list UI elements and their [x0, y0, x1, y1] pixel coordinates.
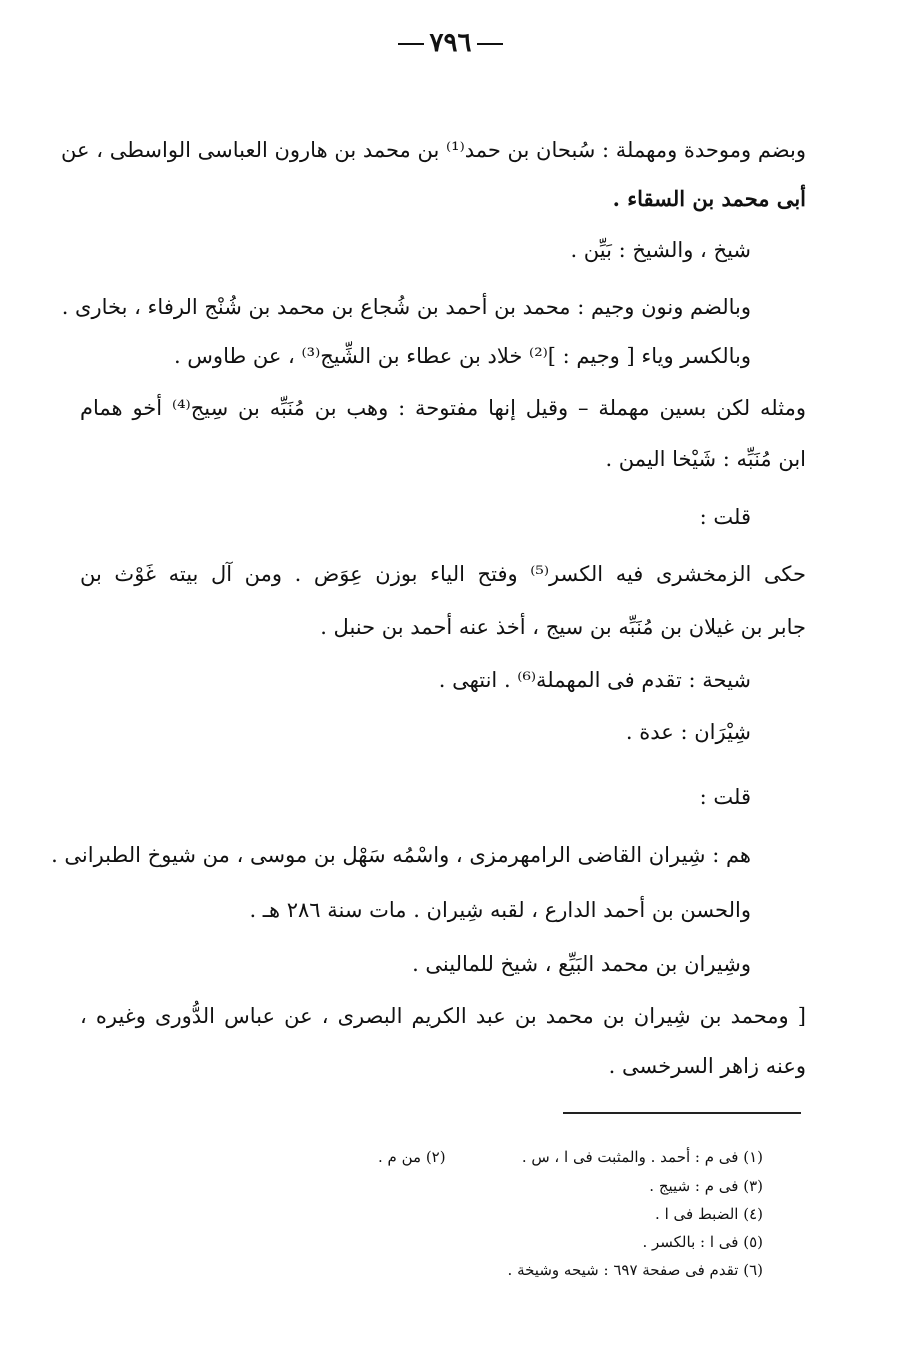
header-dash-left — [477, 43, 503, 45]
text-line-18: وعنه زاهر السرخسى . — [608, 1054, 806, 1078]
header-dash-right — [398, 43, 424, 45]
text-line-1: وبضم وموحدة ومهملة : سُبحان بن حمد⁽¹⁾ بن محمد بن هارون العباسى الواسطى ، عن — [61, 138, 806, 162]
text-line-14: هم : شِيران القاضى الرامهرمزى ، واسْمُه سَهْل بن موسى ، من شيوخ الطبرانى . — [51, 843, 751, 867]
text-line-2: أبى محمد بن السقاء . — [612, 186, 806, 211]
footnote-2: (٢) من م . — [378, 1148, 446, 1166]
footnote-separator — [563, 1112, 801, 1114]
text-line-11: شيحة : تقدم فى المهملة⁽⁶⁾ . انتهى . — [438, 668, 751, 692]
text-line-7: ابن مُنَبِّه : شَيْخا اليمن . — [605, 447, 806, 471]
text-line-16: وشِيران بن محمد البَيِّع ، شيخ للمالينى . — [412, 952, 751, 976]
text-line-6: ومثله لكن بسين مهملة – وقيل إنها مفتوحة : وهب بن مُنَبِّه بن سِيج⁽⁴⁾ أخو همام — [80, 396, 806, 420]
text-line-5: وبالكسر وياء [ وجيم : ]⁽²⁾ خلاد بن عطاء بن الشِّيج⁽³⁾ ، عن طاوس . — [173, 344, 751, 368]
text-line-8: قلت : — [699, 505, 751, 529]
footnote-6: (٦) تقدم فى صفحة ٦٩٧ : شيحه وشيخة . — [507, 1261, 763, 1279]
text-line-15: والحسن بن أحمد الدارع ، لقبه شِيران . مات سنة ٢٨٦ هـ . — [249, 898, 751, 922]
text-line-17: [ ومحمد بن شِيران بن محمد بن عبد الكريم البصرى ، عن عباس الدُّورى وغيره ، — [80, 1004, 806, 1028]
text-line-9: حكى الزمخشرى فيه الكسر⁽⁵⁾ وفتح الياء بوزن عِوَض . ومن آل بيته غَوْث بن — [80, 562, 806, 586]
page-number: ٧٩٦ — [429, 28, 472, 58]
text-line-13: قلت : — [699, 785, 751, 809]
page-header — [0, 28, 901, 58]
footnote-1: (١) فى م : أحمد . والمثبت فى ا ، س . — [521, 1148, 763, 1166]
text-line-4: وبالضم ونون وجيم : محمد بن أحمد بن شُجاع بن محمد بن شُنْج الرفاء ، بخارى . — [61, 295, 751, 319]
text-line-3: شيخ ، والشيخ : بَيِّن . — [570, 238, 751, 262]
text-line-12: شِيْرَان : عدة . — [625, 720, 751, 744]
footnote-4: (٤) الضبط فى ا . — [655, 1205, 763, 1223]
footnote-3: (٣) فى م : شييج . — [649, 1177, 763, 1195]
footnote-5: (٥) فى ا : بالكسر . — [642, 1233, 763, 1251]
text-line-10: جابر بن غيلان بن مُنَبِّه بن سيج ، أخذ عنه أحمد بن حنبل . — [320, 615, 806, 639]
